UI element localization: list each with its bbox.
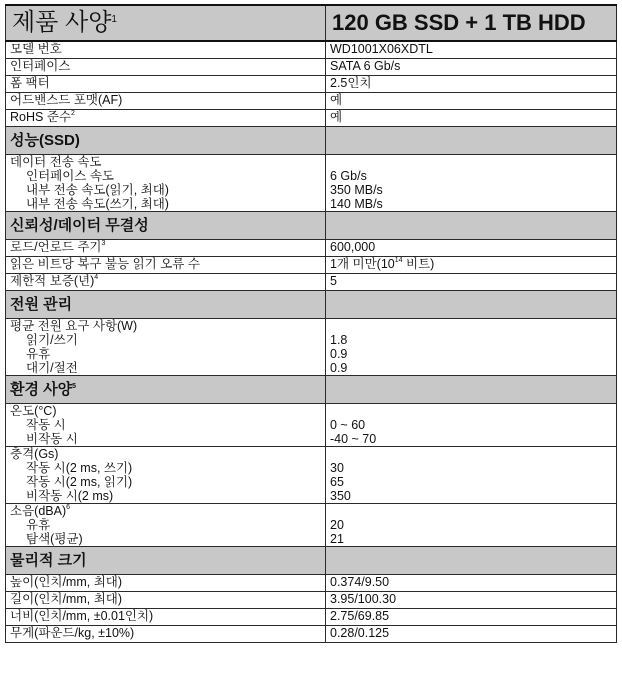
spec-label: 내부 전송 속도(쓰기, 최대) xyxy=(26,197,169,211)
spec-value: 예 xyxy=(326,93,617,110)
spec-value: 예 xyxy=(326,110,617,127)
spec-value: WD1001X06XDTL xyxy=(326,41,617,59)
spec-value: 0.9 xyxy=(330,347,348,361)
spec-label-text: RoHS 준수 xyxy=(10,110,71,124)
spec-label-text: 로드/언로드 주기 xyxy=(10,240,102,254)
spec-label xyxy=(6,274,326,291)
section-title-blank xyxy=(326,376,617,404)
section-title: 성능(SSD) xyxy=(6,127,326,155)
spec-value-group xyxy=(326,504,617,547)
spec-value: 30 xyxy=(330,461,344,475)
spec-value-group xyxy=(326,319,617,376)
spec-row-weight xyxy=(6,626,617,643)
group-label: 평균 전원 요구 사항(W) xyxy=(10,319,138,333)
spec-label-group xyxy=(6,319,326,376)
spec-label: 탐색(평균) xyxy=(26,532,83,546)
spec-row-load-cycles xyxy=(6,240,617,257)
spec-sheet xyxy=(5,4,616,643)
spec-value: 1.8 xyxy=(330,333,348,347)
spec-label: 어드밴스드 포맷(AF) xyxy=(6,93,326,110)
spec-label: 내부 전송 속도(읽기, 최대) xyxy=(26,183,169,197)
spec-row-model xyxy=(6,41,617,59)
footnote-marker: 4 xyxy=(94,274,99,281)
spec-value-group xyxy=(326,155,617,212)
spec-label xyxy=(6,110,326,127)
spec-value: 350 xyxy=(330,489,351,503)
section-title-text: 환경 사양 xyxy=(10,380,73,398)
spec-row-warranty xyxy=(6,274,617,291)
spec-value: 21 xyxy=(330,532,344,546)
spec-row-transfer-rate xyxy=(6,155,617,212)
spec-value: SATA 6 Gb/s xyxy=(326,59,617,76)
spec-label: 높이(인치/mm, 최대) xyxy=(6,575,326,592)
section-title xyxy=(6,376,326,404)
spec-value: 65 xyxy=(330,475,344,489)
spec-value: 2.75/69.85 xyxy=(326,609,617,626)
footnote-marker: 6 xyxy=(66,504,71,511)
spec-row-length xyxy=(6,592,617,609)
spec-value: 350 MB/s xyxy=(330,183,383,197)
spec-label-group xyxy=(6,155,326,212)
section-title-blank xyxy=(326,212,617,240)
spec-title-label: 제품 사양 xyxy=(12,9,112,36)
spec-value-group xyxy=(326,404,617,447)
spec-value-text: 1개 미만(10 xyxy=(330,257,395,271)
spec-label: 폼 팩터 xyxy=(6,76,326,93)
spec-label: 비작동 시 xyxy=(26,432,78,446)
spec-label-group xyxy=(6,447,326,504)
spec-value: -40 ~ 70 xyxy=(330,432,377,446)
blank-line xyxy=(330,404,612,418)
spec-label-text: 제한적 보증(년) xyxy=(10,274,95,288)
spec-row-read-errors xyxy=(6,257,617,274)
spec-label: 작동 시 xyxy=(26,418,66,432)
spec-value: 0.374/9.50 xyxy=(326,575,617,592)
spec-label: 모델 번호 xyxy=(6,41,326,59)
spec-value xyxy=(326,257,617,274)
blank-line xyxy=(330,319,612,333)
product-name: 120 GB SSD + 1 TB HDD xyxy=(326,5,617,41)
section-title: 물리적 크기 xyxy=(6,547,326,575)
spec-label xyxy=(6,240,326,257)
spec-label: 인터페이스 xyxy=(6,59,326,76)
group-label: 충격(Gs) xyxy=(10,447,59,461)
footnote-marker: 1 xyxy=(111,14,117,25)
blank-line xyxy=(330,155,612,169)
group-label: 데이터 전송 속도 xyxy=(10,155,102,169)
exponent: 14 xyxy=(394,257,403,264)
section-header-performance xyxy=(6,127,617,155)
blank-line xyxy=(330,504,612,518)
title-row xyxy=(6,5,617,41)
spec-row-advanced-format xyxy=(6,93,617,110)
section-title-blank xyxy=(326,291,617,319)
section-header-environment xyxy=(6,376,617,404)
spec-row-shock xyxy=(6,447,617,504)
spec-row-power xyxy=(6,319,617,376)
spec-value: 5 xyxy=(326,274,617,291)
spec-label: 인터페이스 속도 xyxy=(26,169,114,183)
spec-label: 유휴 xyxy=(26,347,51,361)
section-title-blank xyxy=(326,547,617,575)
spec-label: 유휴 xyxy=(26,518,51,532)
group-label xyxy=(10,504,321,518)
spec-value: 600,000 xyxy=(326,240,617,257)
section-header-physical xyxy=(6,547,617,575)
spec-value: 20 xyxy=(330,518,344,532)
spec-value-group xyxy=(326,447,617,504)
spec-row-width xyxy=(6,609,617,626)
spec-label: 작동 시(2 ms, 쓰기) xyxy=(26,461,133,475)
spec-label: 대기/절전 xyxy=(26,361,78,375)
section-title: 전원 관리 xyxy=(6,291,326,319)
spec-title xyxy=(6,5,326,41)
blank-line xyxy=(330,447,612,461)
spec-label: 길이(인치/mm, 최대) xyxy=(6,592,326,609)
section-header-power xyxy=(6,291,617,319)
spec-value-text: 비트) xyxy=(402,257,435,271)
spec-label: 읽은 비트당 복구 불능 읽기 오류 수 xyxy=(6,257,326,274)
footnote-marker: 5 xyxy=(72,382,77,390)
section-header-reliability xyxy=(6,212,617,240)
spec-value: 0 ~ 60 xyxy=(330,418,366,432)
spec-value: 3.95/100.30 xyxy=(326,592,617,609)
spec-row-temperature xyxy=(6,404,617,447)
spec-label: 무게(파운드/kg, ±10%) xyxy=(6,626,326,643)
spec-label: 비작동 시(2 ms) xyxy=(26,489,114,503)
group-label-text: 소음(dBA) xyxy=(10,504,67,518)
spec-table xyxy=(5,4,617,643)
spec-label: 너비(인치/mm, ±0.01인치) xyxy=(6,609,326,626)
spec-value: 2.5인치 xyxy=(326,76,617,93)
spec-label-group xyxy=(6,404,326,447)
spec-label: 작동 시(2 ms, 읽기) xyxy=(26,475,133,489)
spec-row-rohs xyxy=(6,110,617,127)
spec-row-acoustics xyxy=(6,504,617,547)
spec-value: 0.28/0.125 xyxy=(326,626,617,643)
section-title-blank xyxy=(326,127,617,155)
section-title: 신뢰성/데이터 무결성 xyxy=(6,212,326,240)
spec-label: 읽기/쓰기 xyxy=(26,333,78,347)
footnote-marker: 3 xyxy=(101,240,106,247)
group-label: 온도(°C) xyxy=(10,404,57,418)
spec-row-interface xyxy=(6,59,617,76)
spec-label-group xyxy=(6,504,326,547)
spec-value: 140 MB/s xyxy=(330,197,383,211)
spec-value: 0.9 xyxy=(330,361,348,375)
spec-row-height xyxy=(6,575,617,592)
spec-row-form-factor xyxy=(6,76,617,93)
footnote-marker: 2 xyxy=(70,110,75,117)
spec-value: 6 Gb/s xyxy=(330,169,367,183)
